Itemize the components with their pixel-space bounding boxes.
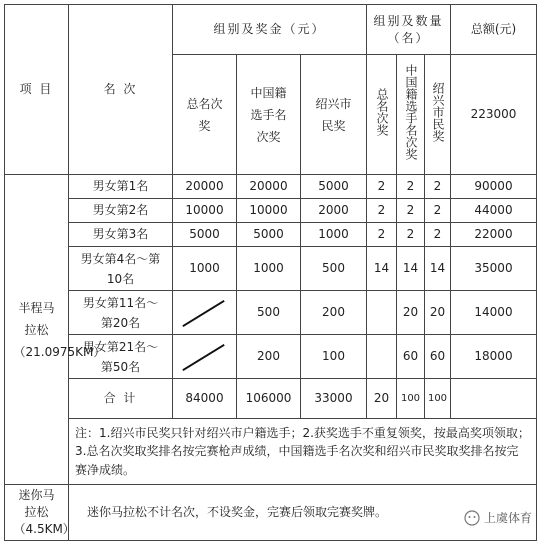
table-row — [5, 291, 537, 335]
overall-prize-cell: 10000 — [173, 199, 237, 223]
table-row — [5, 247, 537, 291]
chinese-prize-cell: 200 — [237, 335, 301, 379]
shaoxing-prize-cell: 1000 — [301, 223, 367, 247]
watermark — [464, 509, 532, 526]
rank-cell: 男女第3名 — [69, 223, 173, 247]
rank-cell: 男女第21名～第50名 — [69, 335, 173, 379]
watermark-text: 上虞体育 — [483, 511, 532, 525]
shaoxing-count-cell: 2 — [425, 199, 451, 223]
overall-count-cell: 2 — [367, 223, 397, 247]
shaoxing-prize-cell: 100 — [301, 335, 367, 379]
header-prize-group: 组别及奖金（元） — [173, 5, 367, 55]
row-total-cell: 18000 — [451, 335, 537, 379]
sum-label: 合 计 — [69, 379, 173, 419]
mini-marathon-row — [5, 485, 537, 541]
col-shaoxing-count: 绍兴市民奖 — [425, 55, 451, 175]
chinese-count-cell: 2 — [397, 223, 425, 247]
chinese-count-cell: 60 — [397, 335, 425, 379]
header-item: 项 目 — [5, 5, 69, 175]
rank-cell: 男女第2名 — [69, 199, 173, 223]
prize-note: 注：1.绍兴市民奖只针对绍兴市户籍选手；2.获奖选手不重复领奖，按最高奖项领取；3.总名次奖取奖排名按完赛枪声成绩，中国籍选手名次奖和绍兴市民奖取奖排名按完赛净成绩。 — [69, 419, 537, 485]
sum-overall-prize: 84000 — [173, 379, 237, 419]
half-marathon-label: 半程马拉松（21.0975KM） — [5, 175, 69, 485]
col-overall-prize: 总名次奖 — [173, 55, 237, 175]
overall-prize-cell: 20000 — [173, 175, 237, 199]
overall-prize-cell: 1000 — [173, 247, 237, 291]
overall-prize-cell-empty — [173, 291, 237, 335]
prize-table — [4, 4, 537, 541]
overall-count-cell — [367, 335, 397, 379]
chinese-prize-cell: 10000 — [237, 199, 301, 223]
header-total-label: 总额(元) — [451, 5, 537, 55]
chinese-prize-cell: 1000 — [237, 247, 301, 291]
diagonal-slash-mark — [173, 335, 236, 378]
table-row — [5, 199, 537, 223]
chinese-count-cell: 20 — [397, 291, 425, 335]
mini-marathon-text: 迷你马拉松不计名次，不设奖金，完赛后领取完赛奖牌。 — [69, 485, 537, 541]
mini-marathon-label: 迷你马拉松（4.5KM） — [5, 485, 69, 541]
overall-count-cell: 14 — [367, 247, 397, 291]
table-row — [5, 175, 537, 199]
shaoxing-count-cell: 14 — [425, 247, 451, 291]
chinese-count-cell: 2 — [397, 175, 425, 199]
shaoxing-prize-cell: 500 — [301, 247, 367, 291]
shaoxing-count-cell: 60 — [425, 335, 451, 379]
col-shaoxing-prize: 绍兴市民奖 — [301, 55, 367, 175]
table-row — [5, 223, 537, 247]
shaoxing-count-cell: 20 — [425, 291, 451, 335]
chinese-count-cell: 2 — [397, 199, 425, 223]
chinese-prize-cell: 5000 — [237, 223, 301, 247]
shaoxing-count-cell: 2 — [425, 175, 451, 199]
chinese-prize-cell: 500 — [237, 291, 301, 335]
sum-chinese-count: 100 — [397, 379, 425, 419]
sum-shaoxing-prize: 33000 — [301, 379, 367, 419]
col-chinese-count: 中国籍选手名次奖 — [397, 55, 425, 175]
shaoxing-prize-cell: 2000 — [301, 199, 367, 223]
header-rank: 名 次 — [69, 5, 173, 175]
row-total-cell: 90000 — [451, 175, 537, 199]
grand-total: 223000 — [451, 55, 537, 175]
shaoxing-prize-cell: 5000 — [301, 175, 367, 199]
col-overall-count: 总名次奖 — [367, 55, 397, 175]
chinese-count-cell: 14 — [397, 247, 425, 291]
diagonal-slash-mark — [173, 291, 236, 334]
row-total-cell: 22000 — [451, 223, 537, 247]
note-row — [5, 419, 537, 485]
rank-cell: 男女第11名～第20名 — [69, 291, 173, 335]
shaoxing-count-cell: 2 — [425, 223, 451, 247]
rank-cell: 男女第1名 — [69, 175, 173, 199]
col-chinese-prize: 中国籍选手名次奖 — [237, 55, 301, 175]
rank-cell: 男女第4名～第10名 — [69, 247, 173, 291]
overall-count-cell: 2 — [367, 199, 397, 223]
sum-chinese-prize: 106000 — [237, 379, 301, 419]
row-total-cell: 44000 — [451, 199, 537, 223]
row-total-cell: 14000 — [451, 291, 537, 335]
chinese-prize-cell: 20000 — [237, 175, 301, 199]
sum-total-empty — [451, 379, 537, 419]
row-total-cell: 35000 — [451, 247, 537, 291]
header-count-group: 组别及数量（名） — [367, 5, 451, 55]
overall-prize-cell: 5000 — [173, 223, 237, 247]
shaoxing-prize-cell: 200 — [301, 291, 367, 335]
sum-shaoxing-count: 100 — [425, 379, 451, 419]
wechat-bubble-icon — [464, 510, 480, 526]
sum-row — [5, 379, 537, 419]
overall-count-cell — [367, 291, 397, 335]
overall-prize-cell-empty — [173, 335, 237, 379]
sum-overall-count: 20 — [367, 379, 397, 419]
overall-count-cell: 2 — [367, 175, 397, 199]
